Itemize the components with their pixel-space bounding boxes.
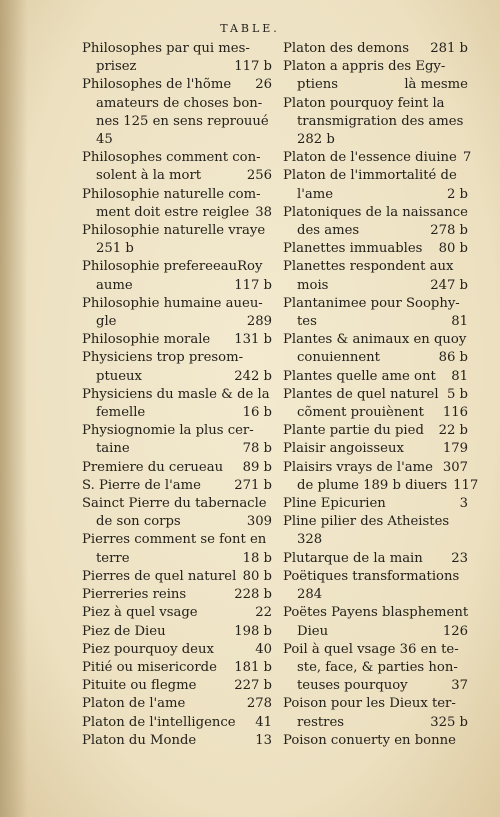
index-entry-line [82, 58, 272, 76]
entry-text: Pitié ou misericorde [82, 659, 217, 675]
index-entry [283, 568, 468, 604]
entry-text: Plutarque de la main [283, 550, 423, 566]
entry-text: Pline pilier des Atheistes [283, 514, 450, 530]
index-entry-line [283, 349, 468, 367]
page-reference: 281 b [430, 41, 468, 56]
entry-text: ptiens [297, 77, 339, 93]
page-reference: 13 [255, 732, 272, 748]
entry-text: prisez [96, 59, 137, 75]
entry-text: mois [297, 277, 329, 293]
index-entry [283, 295, 468, 331]
index-entry-line [283, 313, 468, 331]
page-reference: 41 [255, 714, 272, 730]
entry-text: Poëtes Payens blasphement [283, 605, 469, 621]
index-entry-line [82, 222, 272, 240]
index-entry-line [283, 113, 468, 131]
entry-text: S. Pierre de l'ame [82, 477, 201, 493]
entry-text: Premiere du cerueau [82, 459, 224, 475]
entry-text: tes [297, 314, 317, 330]
page-gutter-shadow [0, 0, 28, 817]
index-entry [283, 368, 468, 386]
index-entry-line [283, 513, 468, 531]
index-entry [82, 149, 272, 185]
index-entry-line [283, 167, 468, 185]
page-reference: 198 b [234, 623, 272, 639]
page-reference: 309 [246, 514, 272, 530]
index-entry-line [283, 240, 468, 258]
index-entry-line [283, 422, 468, 440]
page-reference: 3 [459, 496, 468, 512]
index-entry-line [82, 277, 272, 295]
index-entry-line [82, 695, 272, 713]
index-entry-line [283, 531, 468, 549]
index-entry [82, 604, 272, 622]
entry-text: ste, face, & parties hon- [297, 659, 458, 675]
entry-text: restres [297, 714, 345, 730]
index-entry-line [283, 186, 468, 204]
index-entry-line [82, 349, 272, 367]
index-entry-line [283, 695, 468, 713]
index-entry-line [82, 604, 272, 622]
page-reference: 37 [451, 678, 468, 694]
index-entry-line [82, 95, 272, 113]
entry-text: conuiennent [297, 350, 380, 366]
page-reference: 179 [442, 441, 468, 457]
index-entry-line [283, 368, 468, 386]
index-entry-line [82, 295, 272, 313]
index-entry [283, 240, 468, 258]
index-entry [283, 440, 468, 458]
entry-text: Philosophie prefereeauRoy [82, 259, 263, 275]
index-entry-line [283, 586, 468, 604]
entry-text: gle [96, 314, 117, 330]
entry-text: Pierres de quel naturel [82, 568, 237, 584]
index-entry-line [82, 513, 272, 531]
index-entry [283, 258, 468, 294]
index-entry-line [82, 732, 272, 750]
page-reference: 227 b [234, 678, 272, 694]
index-entry-line [283, 477, 479, 495]
page-reference: 228 b [234, 587, 272, 603]
index-entry [283, 149, 472, 167]
entry-text: terre [96, 550, 130, 566]
entry-text: Sainct Pierre du tabernacle [82, 496, 267, 512]
index-entry-line [82, 440, 272, 458]
entry-text: 284 [297, 587, 323, 603]
entry-text: Poëtiques transformations [283, 568, 460, 584]
index-entry-line [82, 76, 272, 94]
index-entry [82, 641, 272, 659]
page-reference: 80 b [242, 568, 272, 584]
entry-text: teuses pourquoy [297, 678, 408, 694]
index-entry [283, 695, 468, 731]
index-entry-line [82, 186, 272, 204]
index-entry [283, 386, 468, 422]
index-entry [283, 331, 468, 367]
entry-text: Planettes respondent aux [283, 259, 454, 275]
index-entry-line [283, 404, 468, 422]
index-entry [283, 459, 479, 495]
index-entry-line [82, 568, 272, 586]
index-entry [82, 695, 272, 713]
entry-text: Plantes de quel naturel [283, 386, 439, 402]
index-entry-line [283, 677, 468, 695]
page-reference: 86 b [438, 350, 468, 366]
entry-text: cõment prouiènent [297, 405, 424, 421]
index-entry [82, 586, 272, 604]
index-entry-line [82, 531, 272, 549]
index-entry [82, 258, 272, 294]
entry-text: Platoniques de la naissance [283, 204, 468, 220]
entry-text: Plante partie du pied [283, 423, 424, 439]
index-entry-line [283, 550, 468, 568]
index-entry [82, 568, 272, 586]
page-reference: 117 b [234, 277, 272, 293]
index-entry [283, 40, 468, 58]
entry-text: Pierres comment se font en [82, 532, 267, 548]
index-entry-line [82, 422, 272, 440]
page-reference: 117 b [234, 59, 272, 75]
index-entry-line [283, 568, 468, 586]
index-entry-line [283, 459, 468, 477]
page-reference: 181 b [234, 659, 272, 675]
entry-text: Platon a appris des Egy- [283, 59, 446, 75]
entry-text: Poison pour les Dieux ter- [283, 696, 456, 712]
page-reference: 5 b [446, 386, 468, 402]
page-reference: 278 [246, 696, 272, 712]
entry-text: 282 b [297, 132, 335, 148]
index-entry [82, 495, 272, 531]
entry-text: Plaisir angoisseux [283, 441, 404, 457]
index-entry-line [283, 659, 468, 677]
entry-text: Pline Epicurien [283, 496, 386, 512]
entry-text: nes 125 en sens reprouué [96, 113, 269, 129]
index-entry-line [283, 95, 468, 113]
entry-text: des ames [297, 223, 360, 239]
page-reference: 242 b [234, 368, 272, 384]
entry-text: ptueux [96, 368, 142, 384]
index-entry [283, 550, 468, 568]
index-entry [283, 513, 468, 549]
index-entry [82, 76, 272, 149]
index-entry [82, 732, 272, 750]
index-entry-line [82, 368, 272, 386]
index-entry [82, 386, 272, 422]
index-entry-line [283, 495, 468, 513]
page-reference: 16 b [242, 405, 272, 421]
index-entry-line [82, 459, 272, 477]
index-entry-line [283, 58, 468, 76]
page-reference: 38 [255, 204, 272, 220]
entry-text: Plantanimee pour Soophy- [283, 295, 460, 311]
index-entry-line [82, 623, 272, 641]
page-reference: 89 b [242, 459, 272, 475]
page-reference: 289 [246, 314, 272, 330]
entry-text: Platon de l'intelligence [82, 714, 236, 730]
entry-text: Pituite ou flegme [82, 678, 197, 694]
index-entry-line [82, 386, 272, 404]
entry-text: de son corps [96, 514, 181, 530]
index-entry-line [283, 76, 468, 94]
index-entry-line [82, 113, 272, 131]
index-entry-line [283, 204, 468, 222]
entry-text: Physiciens du masle & de la [82, 386, 270, 402]
page-reference: 7 [462, 150, 472, 166]
page-reference: là mesme [404, 77, 468, 93]
page-reference: 18 b [242, 550, 272, 566]
entry-text: Philosophes comment con- [82, 150, 261, 166]
index-entry-line [82, 477, 272, 495]
page-reference: 40 [255, 641, 272, 657]
index-entry-line [82, 641, 272, 659]
page-reference: 325 b [430, 714, 468, 730]
entry-text: Philosophie morale [82, 332, 211, 348]
index-entry [283, 604, 468, 640]
index-entry-line [283, 331, 468, 349]
page-reference: 22 [255, 605, 272, 621]
entry-text: l'ame [297, 186, 334, 202]
index-entry-line [283, 641, 468, 659]
page-reference: 131 b [234, 332, 272, 348]
entry-text: Pierreries reins [82, 587, 187, 603]
page-reference: 307 [442, 459, 468, 475]
entry-text: Platon des demons [283, 41, 410, 56]
entry-text: Piez de Dieu [82, 623, 166, 639]
page-reference: 278 b [430, 223, 468, 239]
index-entry-line [283, 623, 468, 641]
index-entry [82, 714, 272, 732]
index-entry [82, 422, 272, 458]
page-reference: 22 b [438, 423, 468, 439]
index-entry [283, 641, 468, 696]
page-reference: 81 [451, 368, 468, 384]
index-entry-line [283, 604, 468, 622]
entry-text: Platon pourquoy feint la [283, 95, 445, 111]
index-entry [283, 732, 468, 750]
index-entry-line [82, 404, 272, 422]
page-reference: 23 [451, 550, 468, 566]
entry-text: Philosophie naturelle vraye [82, 223, 266, 239]
index-entry-line [82, 550, 272, 568]
entry-text: taine [96, 441, 130, 457]
index-entry-line [82, 313, 272, 331]
entry-text: amateurs de choses bon- [96, 95, 263, 111]
index-entry [283, 495, 468, 513]
index-entry [82, 295, 272, 331]
index-entry-line [82, 240, 272, 258]
index-entry [82, 331, 272, 349]
index-entry [283, 204, 468, 240]
index-entry-line [82, 167, 272, 185]
index-entry-line [82, 131, 272, 149]
entry-text: Physiciens trop presom- [82, 350, 244, 366]
page-reference: 116 [442, 405, 468, 421]
index-entry [283, 422, 468, 440]
index-entry-line [283, 222, 468, 240]
index-entry [82, 659, 272, 677]
entry-text: Platon de l'essence diuine [283, 150, 457, 166]
entry-text: de plume 189 b diuers [297, 477, 448, 493]
entry-text: Planettes immuables [283, 241, 423, 257]
index-entry [283, 167, 468, 203]
entry-text: ment doit estre reiglee [96, 204, 250, 220]
page-reference: 117 [453, 477, 479, 493]
index-entry-line [283, 131, 468, 149]
index-entry-line [82, 40, 272, 58]
index-entry [82, 677, 272, 695]
index-entry [82, 222, 272, 258]
entry-text: Philosophie humaine aueu- [82, 295, 263, 311]
index-entry-line [82, 659, 272, 677]
index-entry [82, 623, 272, 641]
index-entry-line [283, 40, 468, 58]
index-entry-line [82, 714, 272, 732]
entry-text: femelle [96, 405, 146, 421]
index-column-left [82, 40, 272, 750]
entry-text: Plaisirs vrays de l'ame [283, 459, 433, 475]
running-header: TABLE. [220, 22, 280, 35]
index-entry [82, 349, 272, 385]
entry-text: 328 [297, 532, 323, 548]
entry-text: Philosophes de l'hõme [82, 77, 232, 93]
page-reference: 247 b [430, 277, 468, 293]
index-entry [82, 477, 272, 495]
entry-text: Philosophes par qui mes- [82, 41, 250, 56]
index-entry-line [283, 732, 468, 750]
index-entry-line [82, 495, 272, 513]
entry-text: Physiognomie la plus cer- [82, 423, 254, 439]
entry-text: Plantes & animaux en quoy [283, 332, 467, 348]
page-reference: 80 b [438, 241, 468, 257]
index-entry [82, 459, 272, 477]
index-entry [82, 40, 272, 76]
entry-text: Philosophie naturelle com- [82, 186, 261, 202]
index-entry-line [82, 204, 272, 222]
index-entry-line [283, 295, 468, 313]
index-entry-line [82, 677, 272, 695]
page-reference: 78 b [242, 441, 272, 457]
index-entry-line [283, 386, 468, 404]
page-reference: 256 [246, 168, 272, 184]
entry-text: Plantes quelle ame ont [283, 368, 436, 384]
index-entry-line [82, 258, 272, 276]
index-entry-line [283, 714, 468, 732]
entry-text: 251 b [96, 241, 134, 257]
entry-text: Poison conuerty en bonne [283, 732, 456, 748]
index-entry-line [283, 277, 468, 295]
entry-text: aume [96, 277, 133, 293]
entry-text: transmigration des ames [297, 113, 464, 129]
page-reference: 2 b [446, 186, 468, 202]
index-entry-line [82, 331, 272, 349]
page-reference: 126 [442, 623, 468, 639]
entry-text: Piez à quel vsage [82, 605, 198, 621]
page-reference: 81 [451, 314, 468, 330]
entry-text: Platon de l'ame [82, 696, 186, 712]
entry-text: Poil à quel vsage 36 en te- [283, 641, 459, 657]
entry-text: Piez pourquoy deux [82, 641, 214, 657]
entry-text: Platon de l'immortalité de [283, 168, 457, 184]
entry-text: Platon du Monde [82, 732, 197, 748]
index-entry-line [283, 149, 472, 167]
index-entry-line [283, 258, 468, 276]
index-entry [283, 95, 468, 150]
entry-text: 45 [96, 132, 113, 148]
index-entry [82, 531, 272, 567]
index-entry-line [283, 440, 468, 458]
page-reference: 271 b [234, 477, 272, 493]
index-entry [82, 186, 272, 222]
page-reference: 26 [255, 77, 272, 93]
entry-text: solent à la mort [96, 168, 202, 184]
entry-text: Dieu [297, 623, 329, 639]
index-column-right [283, 40, 479, 750]
index-entry-line [82, 586, 272, 604]
index-entry-line [82, 149, 272, 167]
index-entry [283, 58, 468, 94]
